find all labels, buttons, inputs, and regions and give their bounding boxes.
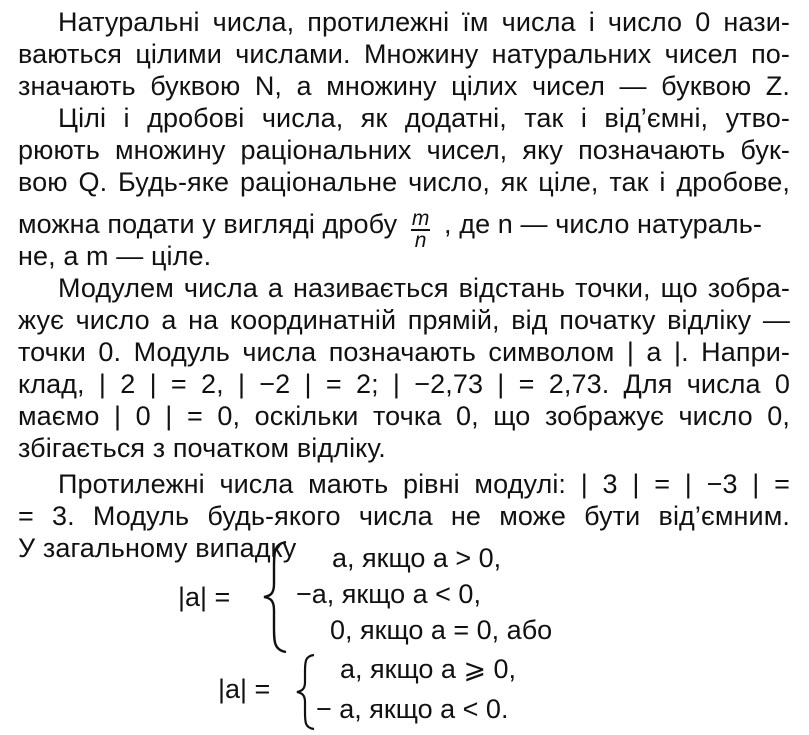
text-line: Протилежні числа мають рівні модулі: | 3 | = | −3 | = xyxy=(58,469,790,499)
text-fragment: , де n — число натураль- xyxy=(444,209,762,239)
text-line: точки 0. Модуль числа позначають символом | a |. Напри- xyxy=(18,337,790,367)
fraction-denominator: n xyxy=(414,229,427,252)
left-brace-icon xyxy=(258,538,294,656)
text-line: вою Q. Будь-яке раціональне число, як ціле, так і дробове, xyxy=(18,167,790,197)
text-line: Цілі і дробові числа, як додатні, так і від’ємні, утво- xyxy=(58,103,790,133)
formula-case: a, якщо a ⩾ 0, xyxy=(340,654,517,684)
formula-case: − a, якщо a < 0. xyxy=(316,694,509,724)
text-line: Натуральні числа, протилежні їм числа і число 0 нази- xyxy=(58,7,790,37)
text-line: У загальному випадку xyxy=(18,533,297,563)
formula-case: a, якщо a > 0, xyxy=(332,543,502,573)
text-line: жує число a на координатній прямій, від початку відліку — xyxy=(18,305,790,335)
text-line: рюють множину раціональних чисел, яку позначають бук- xyxy=(18,135,790,165)
text-line: не, а m — ціле. xyxy=(18,241,212,271)
text-line: збігається з початком відліку. xyxy=(18,433,386,463)
formula-case: 0, якщо a = 0, або xyxy=(330,615,553,645)
fraction-numerator: m xyxy=(411,207,430,230)
text-line: ваються цілими числами. Множину натуральних чисел по- xyxy=(18,39,790,69)
formula-lhs: |a| = xyxy=(218,674,271,704)
text-line: Модулем числа a називається відстань точки, що зобра- xyxy=(58,273,790,303)
text-line: маємо | 0 | = 0, оскільки точка 0, що зображує число 0, xyxy=(18,401,790,431)
text-fragment: можна подати у вигляді дробу xyxy=(18,209,398,239)
text-line: значають буквою N, а множину цілих чисел — буквою Z. xyxy=(18,71,790,101)
formula-case: −a, якщо a < 0, xyxy=(296,579,481,609)
text-line: = 3. Модуль будь-якого числа не може бути від’ємним. xyxy=(18,501,790,531)
text-line: клад, | 2 | = 2, | −2 | = 2; | −2,73 | = 2,73. Для числа 0 xyxy=(18,369,790,399)
formula-lhs: |a| = xyxy=(178,582,231,612)
